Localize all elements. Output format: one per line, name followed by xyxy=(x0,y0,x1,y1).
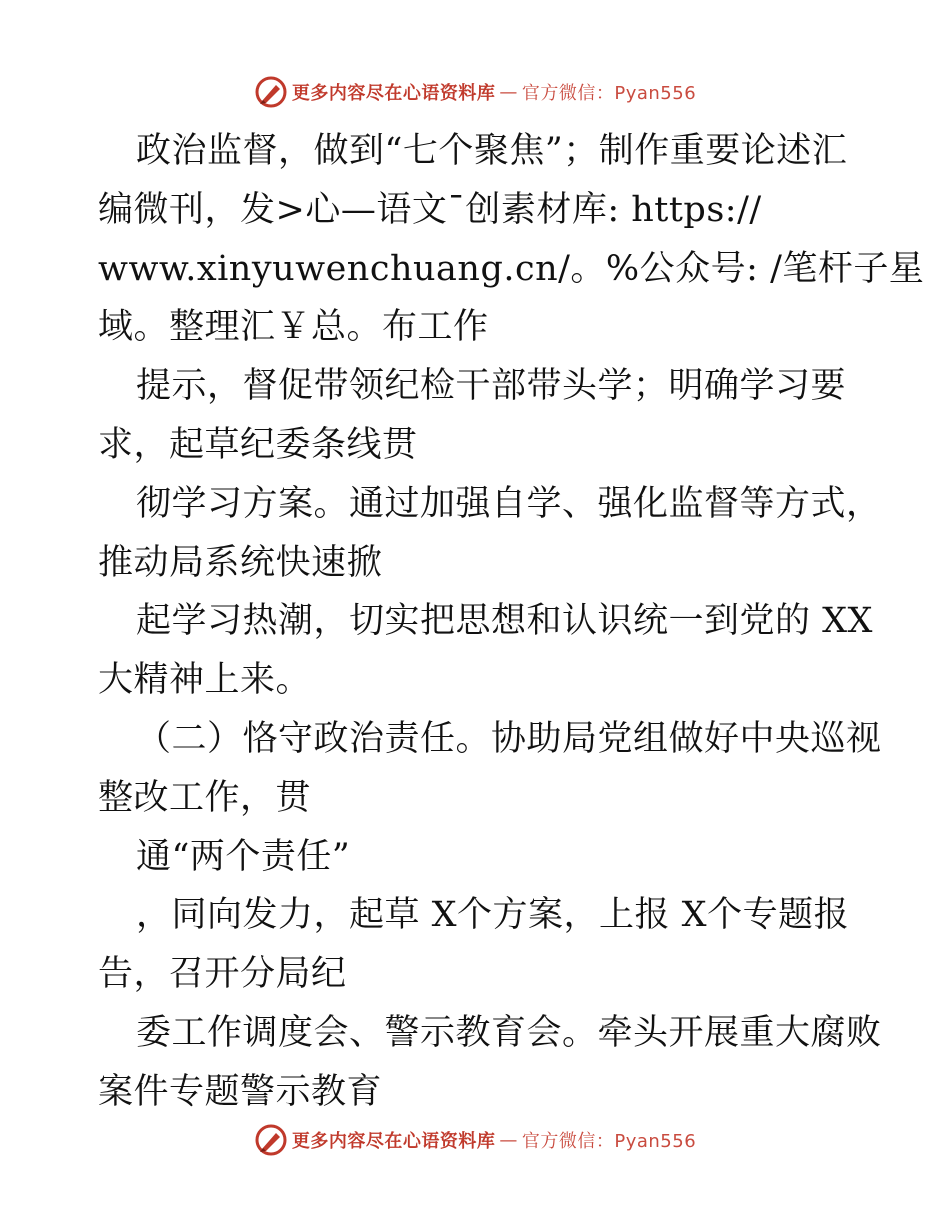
text-line: 编微刊，发>心—语文¯创素材库: https:// xyxy=(98,189,762,230)
watermark-dash: — xyxy=(499,81,518,103)
text-line: 案件专题警示教育 xyxy=(98,1071,383,1112)
text-line: 提示，督促带领纪检干部带头学；明确学习要 xyxy=(136,366,847,407)
text-line: 大精神上来。 xyxy=(98,660,312,701)
watermark-main-text: 更多内容尽在心语资料库 xyxy=(291,83,496,104)
text-line: 推动局系统快速掀 xyxy=(98,542,383,583)
text-line: 告，召开分局纪 xyxy=(98,954,347,995)
text-line: 起学习热潮，切实把思想和认识统一到党的 XX xyxy=(136,601,873,642)
watermark-sub-text: 官方微信：Pyan556 xyxy=(521,1131,697,1152)
watermark-main-text: 更多内容尽在心语资料库 xyxy=(291,1131,496,1152)
text-line: （二）恪守政治责任。协助局党组做好中央巡视 xyxy=(136,718,882,759)
text-line: 通“两个责任” xyxy=(136,836,351,877)
document-body xyxy=(98,122,925,1122)
text-line: 委工作调度会、警示教育会。牵头开展重大腐败 xyxy=(136,1012,882,1053)
footer-watermark xyxy=(0,1120,950,1160)
text-line: 求，起草纪委条线贯 xyxy=(98,424,418,465)
header-watermark xyxy=(0,72,950,112)
watermark-dash: — xyxy=(499,1129,518,1151)
text-line: ，同向发力，起草 X个方案，上报 X个专题报 xyxy=(136,895,850,936)
pen-logo-icon xyxy=(254,1123,288,1157)
pen-logo-icon xyxy=(254,75,288,109)
text-line: www.xinyuwenchuang.cn/。%公众号: /笔杆子星 xyxy=(98,248,925,289)
watermark-sub-text: 官方微信：Pyan556 xyxy=(521,83,697,104)
text-line: 彻学习方案。通过加强自学、强化监督等方式， xyxy=(136,483,882,524)
text-line: 政治监督，做到“七个聚焦”；制作重要论述汇 xyxy=(136,131,848,171)
text-line: 整改工作，贯 xyxy=(98,777,312,818)
text-line: 域。整理汇￥总。布工作 xyxy=(98,307,489,348)
